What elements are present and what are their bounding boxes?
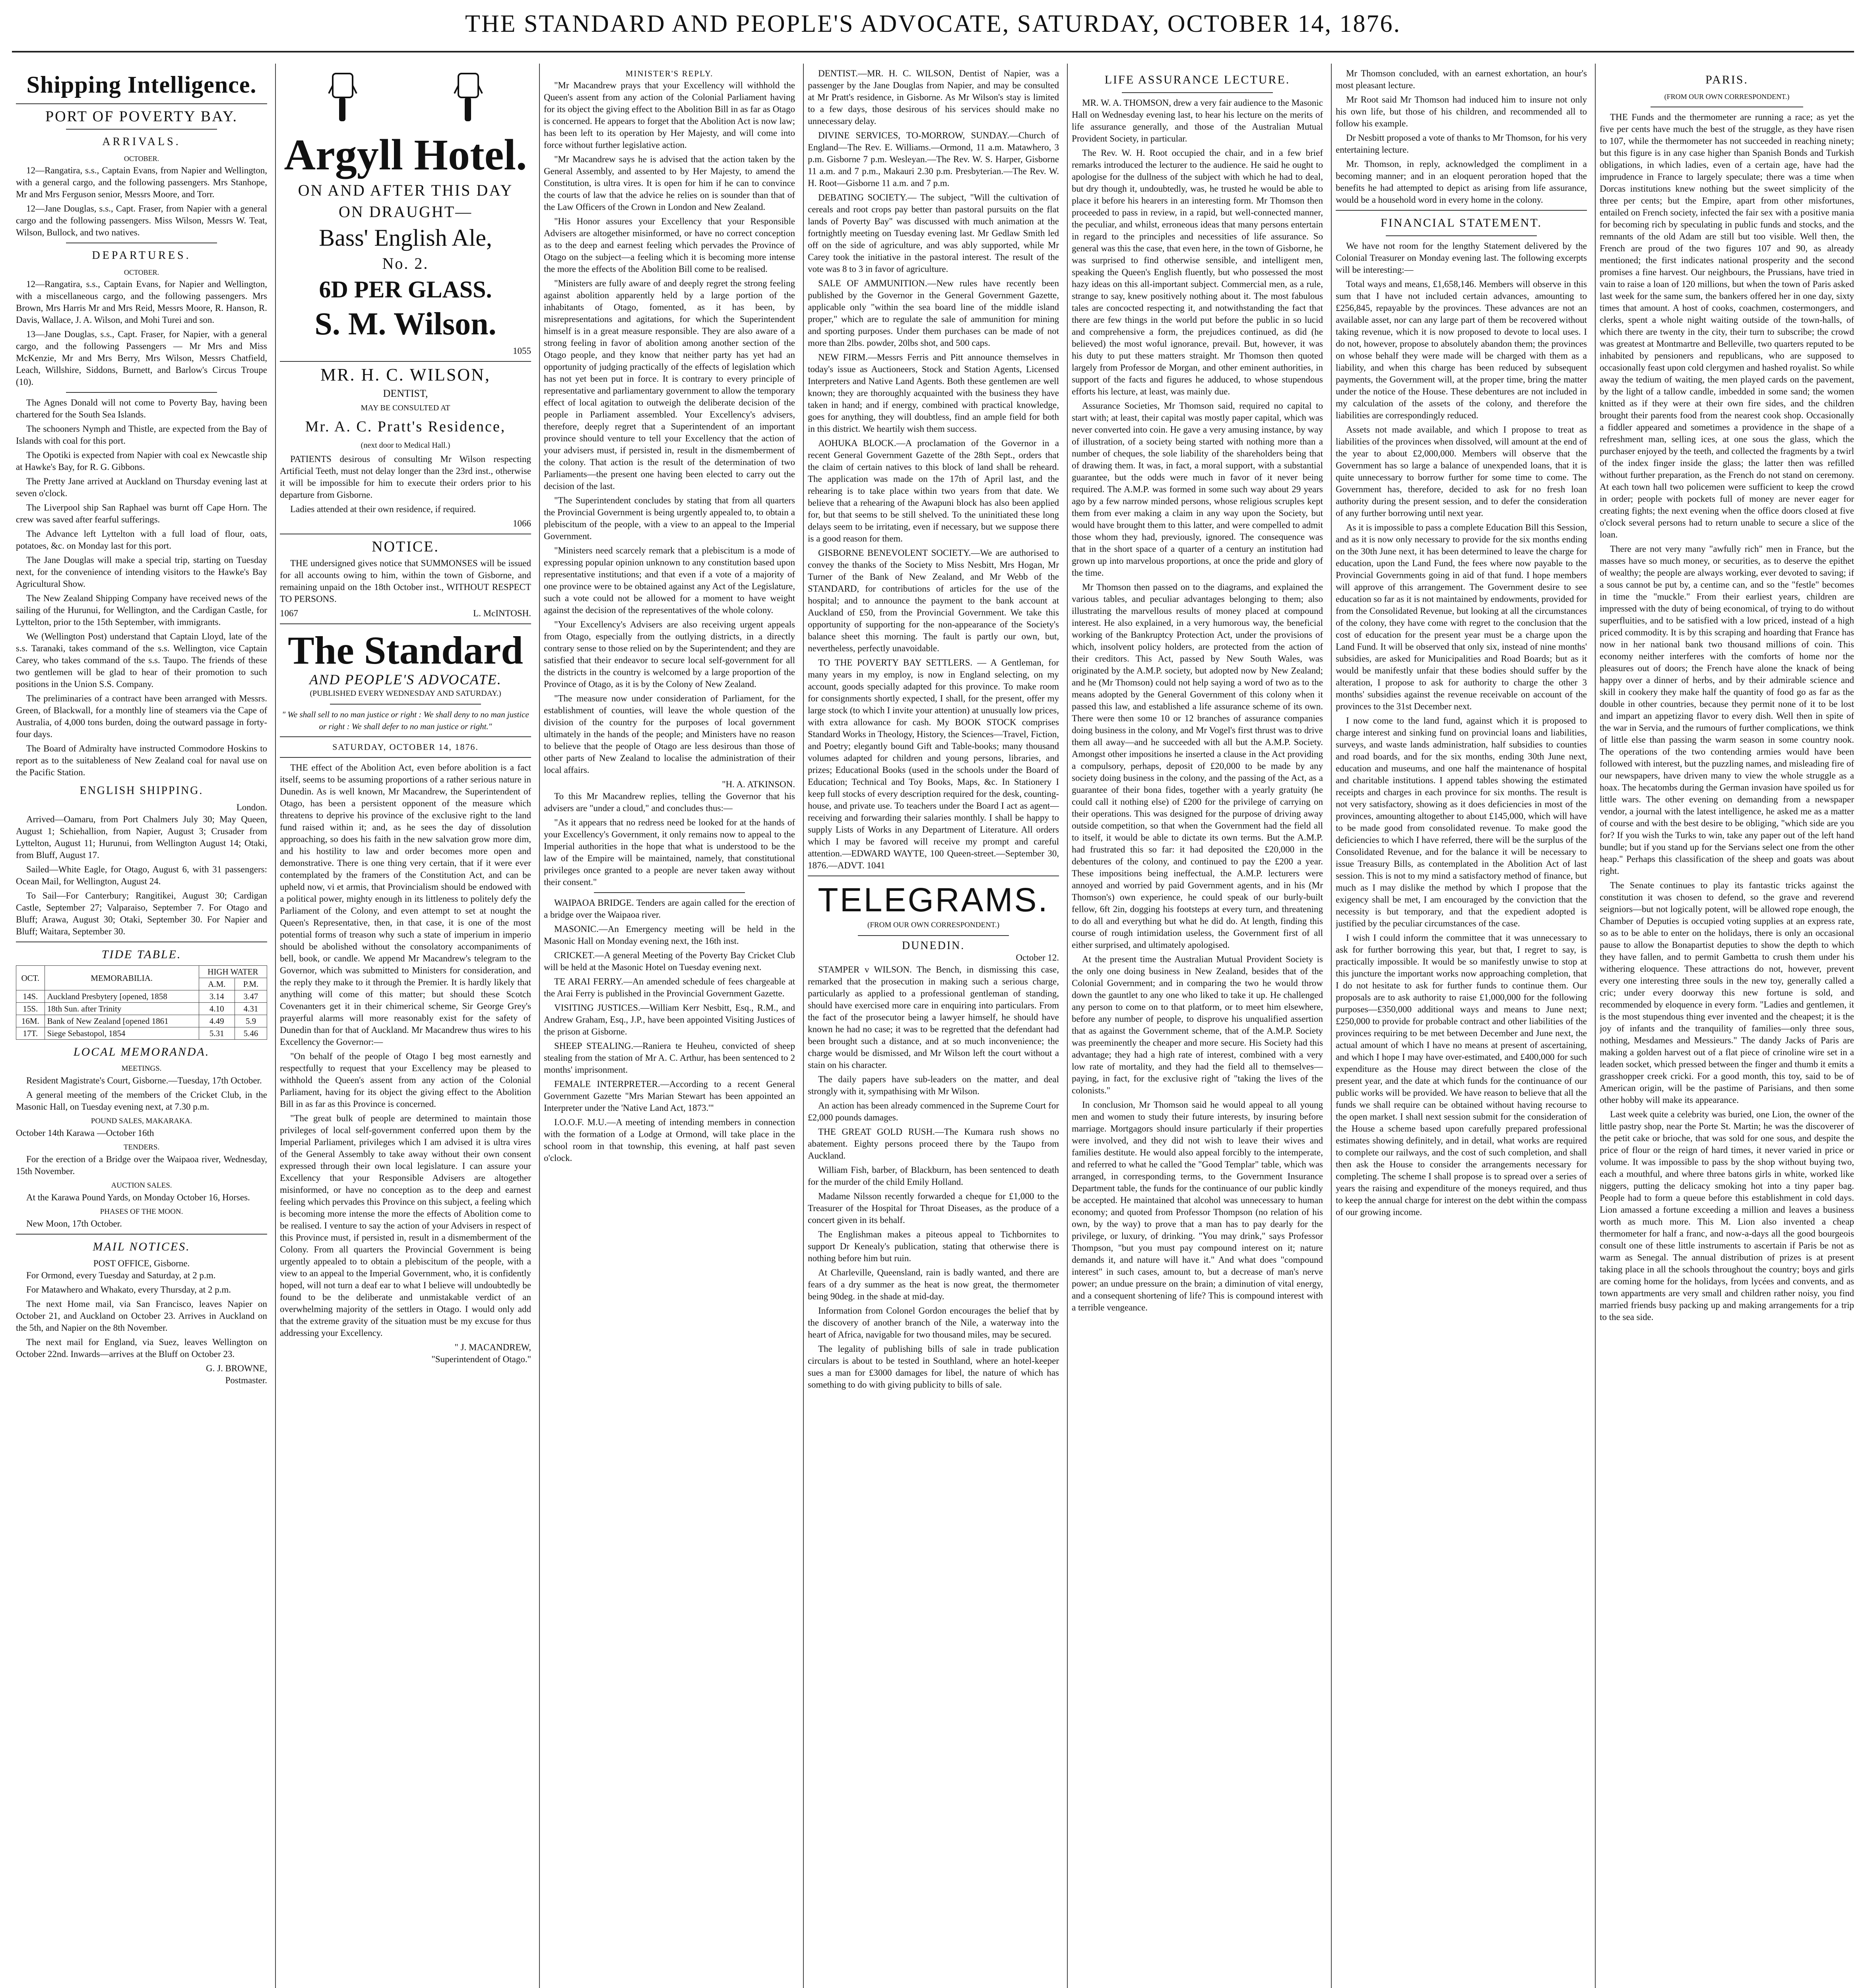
tide-table <box>16 965 267 1040</box>
local-news-item: DEBATING SOCIETY.— The subject, "Will the cultivation of cereals and root crops pay better than pastoral pursuits on the flat lands of Poverty Bay" was discussed with much animation at the fortnightly meeting on Tuesday evening last. Mr Gedlaw Smith led off on the side of agriculture, and was ably supported, while Mr Carey took the initiative in the pastoral interest. The result of the vote was 8 to 3 in favor of agriculture. <box>808 192 1059 274</box>
pointing-hand-icon <box>321 70 365 125</box>
article-paragraph: MR. W. A. THOMSON, drew a very fair audience to the Masonic Hall on Wednesday evening last, to hear his lecture on the merits of life assurance generally, and those of the Australian Mutual Provident Society, in particular. <box>1072 98 1323 144</box>
argyll-line: 6D PER GLASS. <box>319 276 492 303</box>
reply-heading: MINISTER'S REPLY. <box>625 69 714 78</box>
dentist-title: DENTIST, <box>383 388 428 399</box>
mail-item: The next Home mail, via San Francisco, leaves Napier on October 21, and Auckland on October 23. Arrives in Auckland on the 5th, and Napier on the 8th November. <box>16 1299 267 1333</box>
english-shipping-place: London. <box>236 802 267 812</box>
life-assurance-heading: LIFE ASSURANCE LECTURE. <box>1104 73 1290 86</box>
tide-cell: 15S. <box>16 1003 45 1015</box>
tide-col-header: A.M. <box>199 978 235 990</box>
telegram-place: DUNEDIN. <box>902 940 965 952</box>
rule <box>280 361 531 362</box>
macandrew-signature: " J. MACANDREW, <box>454 1342 531 1352</box>
arrivals-heading: ARRIVALS. <box>102 136 181 148</box>
english-shipping-item: Sailed—White Eagle, for Otago, August 6, with 31 passengers: Ocean Mail, for Wellington, August 24. <box>16 864 267 886</box>
rule <box>594 892 745 893</box>
auction-heading: AUCTION SALES. <box>111 1181 172 1190</box>
dentist-line: MAY BE CONSULTED AT <box>361 404 450 412</box>
telegram-item: Madame Nilsson recently forwarded a cheque for £1,000 to the Treasurer of the Hospital for Throat Diseases, as the produce of a concert given in its behalf. <box>808 1191 1059 1225</box>
tide-cell: 18th Sun. after Trinity <box>45 1003 199 1015</box>
meeting-item: A general meeting of the members of the Cricket Club, in the Masonic Hall, on Tuesday evening next, at 7.30 p.m. <box>16 1090 267 1112</box>
rule <box>66 129 217 130</box>
local-news-item: TO THE POVERTY BAY SETTLERS. — A Gentleman, for many years in my employ, is now in England selecting, on my account, goods specially adapted for this province. To make room for consignments shortly expected, I shall, for the present, offer my large stock (to which I invite your attention) at unusually low prices, with extra allowance for cash. My BOOK STOCK comprises Standard Works in Theology, History, the Sciences—Travel, Fiction, and Poetry; elegantly bound Gift and Table-books; many thousand volumes adapted for children and young persons, libraries, and prizes; Educational Books (used in the schools under the Board of Education; Technical and Toy Books, Maps, &c. In Stationery I keep full stocks of every description required for the desk, counting-house, and private use. To teachers under the Board I act as agent—receiving and forwarding their salaries monthly. I shall be happy to supply Lists of Works in any Department of Literature. All orders which I may be favored will receive my prompt and careful attention.—EDWARD WAYTE, 100 Queen-street.—September 30, 1876.—ADVT. 1041 <box>808 658 1059 870</box>
telegrams-heading: TELEGRAMS. <box>818 881 1049 918</box>
shipping-news: The Pretty Jane arrived at Auckland on Thursday evening last at seven o'clock. <box>16 476 267 498</box>
ad-number: 1066 <box>513 518 531 528</box>
column-life-assurance <box>1072 68 1323 1988</box>
telegram-item: THE GREAT GOLD RUSH.—The Kumara rush shows no abatement. Eighty persons proceed there by the Taupo from Auckland. <box>808 1127 1059 1161</box>
mail-item: For Ormond, every Tuesday and Saturday, at 2 p.m. <box>26 1270 216 1280</box>
article-paragraph: Last week quite a celebrity was buried, one Lion, the owner of the little pastry shop, near the Porte St. Martin; he was the discoverer of the petit cake or brioche, that was sold for one sous, and despite the price of flour or the reign of hard times, it never varied in price or volume. It was impossible to pass by the shop without buying two, each a mouthful, and where three batons girls in white, worked like niggers, putting the delicacy smoking hot into a tiny paper bag. People had to form a queue before this establishment in cold days. Lion amassed a fortune exceeding a million and leaves a business worth as much more. This M. Lion also invented a cheap thermometer for half a franc, and now-a-days all the good bourgeois consult one of these little instruments to ascertain if Paris be not as warm as Senegal. The annual distribution of prizes is at present taking place in all the schools throughout the country; boys and girls are coming home for the holidays, from lycées and convents, and as town appartments are very small and children rather noisy, you find married friends busy packing up and making arrangements for a trip to the sea side. <box>1600 1109 1854 1322</box>
tide-row <box>16 1015 267 1027</box>
local-news-item: FEMALE INTERPRETER.—According to a recent General Government Gazette "Mrs Marian Stewart has been appointed an Interpreter under the 'Native Land Act, 1873.'" <box>544 1079 795 1113</box>
postmaster-title: Postmaster. <box>225 1375 267 1385</box>
rule <box>280 736 531 737</box>
tide-row <box>16 1027 267 1040</box>
telegram-item: The legality of publishing bills of sale in trade publication circulars is about to be tested in Southland, where an hotel-keeper sues a man for £3000 damages for libel, the nature of which has something to do with giving publicity to bills of sale. <box>808 1344 1059 1390</box>
financial-paragraph: As it is impossible to pass a complete Education Bill this Session, and as it is now only necessary to provide for the six months ending on the 30th June next, it has been determined to leave the charge for education, upon the Land Fund, the fees where now payable to the Provincial Governments going in aid of that fund. I hope members will approve of this arrangement. The Government desire to see education so far as it is not maintained by endowments, provided for from the Consolidated Revenue, but looking at all the circumstances of the colony, they have come with regret to the conclusion that the cost of education for the present year must be a charge upon the Land Fund. It will be observed that only six, instead of nine months' subsidies, are asked for Municipalities and Road Boards; but as it would be manifestly unfair that these bodies should suffer by the alteration, I propose to ask for authority to charge the other 3 months' subsidies against the revenue receivable on account of the provinces to the 31st December next. <box>1336 522 1587 711</box>
column-local-telegrams <box>808 68 1059 1988</box>
dentist-name: MR. H. C. WILSON, <box>320 365 491 384</box>
departure-item: 13—Jane Douglas, s.s., Capt. Fraser, for Napier, with a general cargo, and the following Passengers — Mr Mrs and Miss McKenzie, Mr and Mrs Berry, Mrs Wilson, Messrs Chatfield, Leach, Willshire, Siddons, Burnett, and Barlow's Circus Troupe (10). <box>16 329 267 387</box>
local-memoranda-heading: LOCAL MEMORANDA. <box>73 1045 210 1058</box>
tide-cell: 14S. <box>16 990 45 1003</box>
meeting-item: Resident Magistrate's Court, Gisborne.—Tuesday, 17th October. <box>26 1076 262 1085</box>
rule <box>16 103 267 104</box>
mail-item: For Matawhero and Whakato, every Thursday, at 2 p.m. <box>26 1285 231 1295</box>
article-paragraph: At the present time the Australian Mutual Provident Society is the only one doing business in New Zealand, besides that of the Colonial Government; and in comparing the two he would throw down the gauntlet to any one who liked to take it up. He challenged any person to come on to that platform, or to meet him elsewhere, before any number of people, to disprove his unqualified assertion that as against the Government scheme, that of the A.M.P. Society was preeminently the cheaper and more secure. His Society had this advantage; they had a high rate of interest, combined with a very low rate of mortality, and they had the field all to themselves—paying, in fact, for the exclusive right of "taking the lives of the colonists." <box>1072 954 1323 1095</box>
standard-publication: (PUBLISHED EVERY WEDNESDAY AND SATURDAY.) <box>310 689 501 698</box>
financial-paragraph: I wish I could inform the committee that it was unnecessary to ask for further borrowing this year, but that, I regret to say, is practically impossible. It would be so manifestly unwise to stop at this juncture the important works now approaching completion, that I do not hesitate to ask for further funds to continue them. Our proposals are to ask authority to raise £1,000,000 for the following purposes—£350,000 additional ways and means to June next; £250,000 to provide for probable contract and other liabilities of the provinces requiring to be met between December and June next, the actual amount of which I have no means at present of ascertaining, and which I hope I may have over-estimated, and £400,000 for such expenditure as the House may direct between the close of the present year, and the date at which funds for the continuance of our public works will be provided. We have reason to believe that all the funds we shall require can be obtained without having recourse to the open market. I shall next session submit for the consideration of the House a scheme based upon carefully prepared professional estimates showing definitely, and in detail, what works are required to complete our railways, and the cost of such completion, and shall then ask the House to consider the arrangements necessary for completing. The scheme I shall propose is to spread over a series of years the raising and expenditure of the moneys required, and thus to keep the annual charge for interest on the debt within the compass of our growing income. <box>1336 933 1587 1217</box>
column-divider <box>1595 64 1596 1988</box>
financial-paragraph: Assets not made available, and which I propose to treat as liabilities of the provinces when dissolved, will amount at the end of the year to about £2,000,000. Members will observe that the Government has so large a balance of unexpended loans, that it is quite unnecessary to borrow further for some time to come. The Government has, therefore, decided to ask for no fresh loan authority during the present session, and to defer the consideration of any further borrowing until next year. <box>1336 425 1587 518</box>
local-news-item: VISITING JUSTICES.—William Kerr Nesbitt, Esq., R.M., and Andrew Graham, Esq., J.P., have been appointed Visiting Justices of the prison at Gisborne. <box>544 1003 795 1037</box>
shipping-news: The Board of Admiralty have instructed Commodore Hoskins to report as to the suitableness of New Zealand coal for naval use on the Pacific Station. <box>16 744 267 777</box>
port-heading: PORT OF POVERTY BAY. <box>45 108 238 125</box>
english-shipping-item: Arrived—Oamaru, from Port Chalmers July 30; May Queen, August 1; Schiehallion, from Napier, August 3; Crusader from Lyttelton, August 11; Hurunui, from Wellington August 14; Otaki, from Bluff, August 17. <box>16 814 267 860</box>
mail-item: POST OFFICE, Gisborne. <box>93 1258 190 1268</box>
tide-cell: 4.49 <box>199 1015 235 1027</box>
dentist-ladies: Ladies attended at their own residence, if required. <box>290 504 476 514</box>
telegram-item: An action has been already commenced in the Supreme Court for £2,000 pounds damages. <box>808 1101 1059 1122</box>
local-news-item: WAIPAOA BRIDGE. Tenders are again called for the erection of a bridge over the Waipaoa river. <box>544 898 795 920</box>
local-news-item: NEW FIRM.—Messrs Ferris and Pitt announce themselves in today's issue as Auctioneers, Stock and Station Agents, Licensed Interpreters and Native Land Agents. Both these gentlemen are well known; they are thoroughly acquainted with the business they have taken in hand; and if energy, combined with practical knowledge, goes for anything, they will doubtless, find an ample field for both in this district. We heartily wish them success. <box>808 352 1059 434</box>
pound-sales-text: October 14th Karawa —October 16th <box>16 1128 154 1138</box>
editorial-paragraph: "On behalf of the people of Otago I beg most earnestly and respectfully to request that your Excellency may be pleased to withhold the Queen's assent from any action of the Colonial Parliament, having for its object the giving effect to the Abolition Bill in as far as this Province is concerned. <box>280 1051 531 1109</box>
article-paragraph: The Senate continues to play its fantastic tricks against the constitution it was chosen to defend, so the grave and reverend seigniors—but not logically potent, will be allowed rope enough, the Chamber of Deputies is occupied voting supplies at an express rate, so as to be able to enter on the holidays, there is only an occasional pause to allow the Bonapartist deputies to show the depth to which they have fallen, and to permit Gambetta to crush them under his withering eloquence. These attractions do not, however, prevent every one interesting three souls in the new toy, generally called a cric; under every doorway this new fortune is sold, and recommended by eloquence in every form. "Ladies and gentlemen, it is the most stupendous thing ever invented and the cheapest; it is the joy of infants and the tranquility of families—only three sous, nothing, Mesdames and Messieurs." The dandy Jacks of Paris are making a golden harvest out of a flat piece of crinoline wire set in a leaden socket, which pressed between the finger and thumb it emits a grasshopper creek cricki. For a good month, this toy, said to be of American origin, will be the pastime of Parisians, and then some other hobby will make its appearance. <box>1600 880 1854 1105</box>
shipping-news: The Advance left Lyttelton with a full load of flour, oats, potatoes, &c. on Monday last for this port. <box>16 529 267 551</box>
english-shipping-item: To Sail—For Canterbury; Rangitikei, August 30; Cardigan Castle, September 27; Valparaiso, September 7. For Otago and Bluff; Arawa, August 30; Otaki, September 30. For Napier and Bluff; Waitara, September 30. <box>16 891 267 936</box>
shipping-news: We (Wellington Post) understand that Captain Lloyd, late of the s.s. Taranaki, takes command of the s.s. Wellington, vice Captain Carey, who takes command of the s.s. Taupo. The friends of these two gentlemen will be glad to hear of their promotion to such positions in the Union S.S. Company. <box>16 631 267 689</box>
financial-heading: FINANCIAL STATEMENT. <box>1381 216 1542 229</box>
column-ministers-reply <box>544 68 795 1988</box>
article-paragraph: Mr Thomson then passed on to the diagrams, and explained the various tables, and peculiar advantages belonging to them; also illustrating the marvellous results of money placed at compound interest. He also explained, in a very humorous way, the beneficial working of the Bankruptcy Protection Act, under the provisions of which, insolvent policy holders, are protected from the action of their creditors. This Act, passed by New South Wales, was originated by the A.M.P. society, but adopted now by New Zealand; and he (Mr Thomson) could not help saying a word of two as to the means adopted by the General Government of this colony when it passed this law, and established a life assurance scheme of its own. There were then some 10 or 12 branches of assurance companies doing business in the colony, and Mr Vogel's first thrust was to drive them all away—and he succeeded with all but the A.M.P. Society. Amongst other impositions he inserted a clause in the Act providing a compulsory, perhaps, deposit of £20,000 to be made by any society doing business in the colony, and the passing of the Act, as a guarantee of their bona fides, together with a yearly gratuity (he could call it nothing else) of £200 for the privilege of carrying on their operations. This was designed for the purpose of driving away outside competition, so that when the Government had the field all to itself, it would be able to dictate its own terms. But the A.M.P. had frustrated this so far: it had deposited the £20,000 in the debentures of the colony, and continued to pay the £200 a year. These impositions being ineffectual, the A.M.P. lecturers were annoyed and worried by paid Government agents, and in his (Mr Thomson's) own experience, he could speak of our burly-built fellow, 6ft 2in, dogging his footsteps at every turn, and threatening to do all and everything but what he did do. At length, finding this course of rough intimidation useless, the Government first of all either surprised, and ultimately apologised. <box>1072 582 1323 950</box>
notice-heading: NOTICE. <box>372 538 439 555</box>
local-news-item: DIVINE SERVICES, TO-MORROW, SUNDAY.—Church of England—The Rev. E. Williams.—Ormond, 11 a.m. Matawhero, 3 p.m. Gisborne 7 p.m. Wesleyan.—The Rev. W. S. Harper, Gisborne 11 a.m. and 7 p.m., Makauri 2.30 p.m. Presbyterian.—The Rev. W. H. Root—Gisborne 11 a.m. and 7 p.m. <box>808 130 1059 188</box>
rule <box>280 757 531 758</box>
atkinson-signature: "H. A. ATKINSON. <box>722 779 795 789</box>
pointing-hand-icon <box>446 70 490 125</box>
argyll-line: Bass' English Ale, <box>319 225 492 251</box>
macandrew-title: "Superintendent of Otago." <box>431 1354 531 1364</box>
arrivals-month: OCTOBER. <box>124 155 159 163</box>
tide-cell: 4.10 <box>199 1003 235 1015</box>
tide-cell: Siege Sebastopol, 1854 <box>45 1027 199 1040</box>
column-divider <box>1331 64 1332 1988</box>
local-news-item: MASONIC.—An Emergency meeting will be held in the Masonic Hall on Monday evening next, the 16th inst. <box>544 924 795 946</box>
ad-number: 1055 <box>513 346 531 356</box>
departure-item: 12—Rangatira, s.s., Captain Evans, for Napier and Wellington, with a miscellaneous cargo, and the following passengers. Mrs Brown, Mrs Harris Mr and Mrs Reid, Messrs Moore, R. Hanson, R. Davis, Wallace, J. A. Wilson, and Mohi Turei and son. <box>16 279 267 325</box>
tide-cell: 3.47 <box>235 990 267 1003</box>
paris-heading: PARIS. <box>1705 73 1748 86</box>
moon-phases-text: New Moon, 17th October. <box>26 1219 122 1229</box>
hand-logos <box>280 68 531 127</box>
telegram-date: October 12. <box>1016 953 1059 963</box>
local-news-item: CRICKET.—A general Meeting of the Poverty Bay Cricket Club will be held at the Masonic Hotel on Tuesday evening next. <box>544 950 795 972</box>
telegrams-subheading: (FROM OUR OWN CORRESPONDENT.) <box>867 921 1000 929</box>
local-news-item: SHEEP STEALING.—Raniera te Heuheu, convicted of sheep stealing from the station of Mr A. C. Arthur, has been sentenced to 2 months' imprisonment. <box>544 1041 795 1075</box>
telegram-item: The daily papers have sub-leaders on the matter, and deal strongly with it, sympathising with Mr Wilson. <box>808 1074 1059 1096</box>
shipping-news: The Jane Douglas will make a special trip, starting on Tuesday next, for the convenience of intending visitors to the Hawke's Bay Agricultural Show. <box>16 555 267 589</box>
column-ads-editorial <box>280 68 531 1988</box>
article-paragraph: There are not very many "awfully rich" men in France, but the masses have so much money, or securities, as to deserve the epithet of wealthy; the people are always working, ever devoted to saving; if a sous cannot be put by, a centime can, and so the "festle" becomes in time the "muckle." From their earliest years, children are impressed with the duty of being economical, of trying to do without superfluities, and to be satisfied with a low priced, instead of a high priced commodity. It is by this scraping and hoarding that France has now in her national bank two thousand millions of coin. This economy neither interferes with the comforts of home nor the pleasures out of doors; the French have alone the knack of being happy over a dinner of herbs, and by their admirable science and skill in cookery they make half the quantity of food go as far as the double in other countries, because they permit none of it to be lost and impart an appetizing flavor to every dish. Well then in spite of the war in Servia, and the rumours of further complications, we think of little else than passing the warm season in some country nook. The operations of the two contending armies would have been followed with interest, but the puzzling names, and misleading fire of our newspapers, have driven many to view the whole struggle as a hoax. The hecatombs during the German invasion have spoiled us for little wars. The other evening on demanding from a newspaper vendor, a journal with the latest intelligence, he asked me as a matter of course and with the best desire to be obliging, "which side are you for? If you wish the Turks to win, take any paper out of the left hand bundle; but if you stand up for the Servians select one from the other heap." Perhaps this classification of the sheep and goats was about right. <box>1600 544 1854 876</box>
tide-row <box>16 990 267 1003</box>
tenders-heading: TENDERS. <box>123 1143 160 1151</box>
tide-cell: 3.14 <box>199 990 235 1003</box>
article-paragraph: In conclusion, Mr Thomson said he would appeal to all young men and women to study their future interests, by insuring before marriage. Mortgagors should insure particularly if their properties were involved, and they did not wish to leave their wives and families destitute. He would also appeal forcibly to the intemperate, and referred to what he called the "Good Templar" table, which was arranged, in corresponding terms, to the Government Insurance Department table, the funds for the continuance of our public kindly be accepted. He maintained that alcohol was unnecessary to human economy; and quoted from Professor Thompson (no relation of his own, by the way) to prove that a man has to pay dearly for the privilege, or luxury, of drinking. "You may drink," says Professor Thompson, "but you must pay compound interest on it; nature demands it, and nature will have it." And what does "compound interest" in such cases, amount to, but a decrease of man's nerve power; an undue pressure on the brain; a diminution of vital energy, and a consequent shortening of life? This is compound interest with a terrible vengeance. <box>1072 1100 1323 1312</box>
local-news-item: AOHUKA BLOCK.—A proclamation of the Governor in a recent General Government Gazette of the 28th Sept., orders that the claim of certain natives to this block of land shall be reheard. The application was made on the 17th of April last, and the rehearing is to take place within two years from that date. We believe that a rehearing of the Awapuni block has also been applied for, but that seems to be still shelved. To the uninitiated these long delays seem to be irritating, even if necessary, but we suppose there is a good reason for them. <box>808 438 1059 544</box>
reply-paragraph: "Mr Macandrew prays that your Excellency will withhold the Queen's assent from any action of the Colonial Parliament having for its object the giving effect to the Abolition Bill in as far as Otago is concerned. He appears to forget that the Abolition Act is now law; has been left to its operation by Her Majesty, and will come into force without further legislative action. <box>544 80 795 150</box>
rule <box>858 935 1009 936</box>
financial-paragraph: Total ways and means, £1,658,146. Members will observe in this sum that I have not included certain advances, amounting to £256,845, repayable by the provinces. These advances are not an available asset, nor can any large part of them be recovered without taking revenue, which it is now proposed to devote to local uses. I do not, however, propose to absolutely abandon them; the provinces on whose behalf they were made will be charged with them as a liability, and when this charge has been reduced by subsequent payments, the Government will, at the proper time, bring the matter under the notice of the House. These debentures are not included in my calculation of the assets of the colony, and therefore the liabilities are correspondingly reduced. <box>1336 279 1587 420</box>
tide-row <box>16 1003 267 1015</box>
article-paragraph: The Rev. W. H. Root occupied the chair, and in a few brief remarks introduced the lecturer to the audience. He said he ought to apologise for the dullness of the subject with which he had to deal, but dry though it, undoubtedly, was, he trusted he would be able to place it before his hearers in an interesting form. Mr Thomson then proceeded to pass in review, in a rapid, but well-connected manner, the peculiar, and whilst, erroneous ideas that many persons entertain in regard to the principles and necessities of life assurance. So general was this the case, that even here, in the town of Gisborne, he was surprised to find otherwise sensible, and intelligent men, speaking the Queen's English fluently, but who possessed the most hazy ideas on this all-important subject. Commercial men, as a rule, strange to say, knew positively nothing about it. The most fabulous tales are concocted respecting it, and notwithstanding the fact that there are few things in the world put before the public in so lucid and comprehensive a form, the prejudices continued, as did (he believed) the most woful ignorance, prevail. But, however, it was his duty to put these matters straight. Mr Thomson then quoted largely from Professor de Morgan, and other eminent authorities, in support of the facts and figures he adduced, to whose stupendous efforts his lecture, at least, was mainly due. <box>1072 148 1323 396</box>
column-shipping <box>16 68 267 1988</box>
rule <box>280 623 531 624</box>
shipping-news: The schooners Nymph and Thistle, are expected from the Bay of Islands with coal for this port. <box>16 424 267 446</box>
telegram-item: William Fish, barber, of Blackburn, has been sentenced to death for the murder of the child Emily Holland. <box>808 1165 1059 1187</box>
tenders-text: For the erection of a Bridge over the Waipaoa river, Wednesday, 15th November. <box>16 1154 267 1176</box>
local-news-item: TE ARAI FERRY.—An amended schedule of fees chargeable at the Arai Ferry is published in the Provincial Government Gazette. <box>544 977 795 998</box>
tide-cell: 4.31 <box>235 1003 267 1015</box>
rule <box>1336 210 1587 211</box>
reply-paragraph: "The measure now under consideration of Parliament, for the establishment of counties, will leave the whole question of the division of the country for the purposes of local government ultimately in the hands of the people; and Ministers have no reason to believe that the people of Otago are less desirous than those of other parts of New Zealand to localise the administration of their local affairs. <box>544 693 795 775</box>
mail-item: The next mail for England, via Suez, leaves Wellington on October 22nd. Inwards—arrives at the Bluff on October 23. <box>16 1337 267 1359</box>
column-divider <box>539 64 540 1988</box>
telegram-item: The Englishman makes a piteous appeal to Tichbornites to support Dr Kenealy's publication, stating that otherwise there is nothing before him but ruin. <box>808 1229 1059 1263</box>
paris-subheading: (FROM OUR OWN CORRESPONDENT.) <box>1664 93 1790 101</box>
column-paris <box>1600 68 1854 1988</box>
arrival-item: 12—Jane Douglas, s.s., Capt. Fraser, from Napier with a general cargo and the following passengers. Miss Wilson, Messrs W. Teat, Wilson, Bullock, and two natives. <box>16 204 267 237</box>
tide-cell: 17T. <box>16 1027 45 1040</box>
shipping-title: Shipping Intelligence. <box>26 72 257 98</box>
article-paragraph: Dr Nesbitt proposed a vote of thanks to Mr Thomson, for his very entertaining lecture. <box>1336 133 1587 155</box>
argyll-line: No. 2. <box>382 254 429 272</box>
tide-cell: 16M. <box>16 1015 45 1027</box>
notice-body: THE undersigned gives notice that SUMMONSES will be issued for all accounts owing to him, within the town of Gisborne, and remaining unpaid on the 18th October inst., WITHOUT RESPECT TO PERSONS. <box>280 558 531 604</box>
rule <box>1386 235 1536 236</box>
rule <box>1122 92 1272 93</box>
meetings-heading: MEETINGS. <box>121 1064 162 1073</box>
dentist-line: (next door to Medical Hall.) <box>361 441 450 450</box>
departures-heading: DEPARTURES. <box>92 249 191 262</box>
reply-paragraph: "Mr Macandrew says he is advised that the action taken by the General Assembly, and assented to by Her Majesty, to amend the Constitution, is ultra vires. It is open for him if he can to convince the courts of law that the advice he relies on is sounder than that of the Law Officers of the Crown in London and New Zealand. <box>544 154 795 212</box>
tide-group-header: HIGH WATER <box>199 966 267 978</box>
local-news-item: DENTIST.—MR. H. C. WILSON, Dentist of Napier, was a passenger by the Jane Douglas from Napier, and may be consulted at Mr Pratt's residence, in Gisborne. As Mr Wilson's stay is limited to a few days, those desirous of his services should make no unnecessary delay. <box>808 68 1059 126</box>
article-paragraph: THE Funds and the thermometer are running a race; as yet the five per cents have much the best of the struggle, as they have risen to 107, while the thermometer has not succeeded in reaching ninety; but this figure is in any case higher than Spanish Bonds and Turkish obligations, in which ladies, even of a certain age, have had the imprudence in France to largely speculate; there was a time when Dorcas institutions knew nothing but the sweet simplicity of the three per cents; but the Empire, apart from other misfortunes, entailed on French society, infected the fair sex with a positive mania for becoming rich by speculating in public funds and stocks, and the remnants of the old Adam are still but too visible. Well then, the French are proud of the two figures 107 and 90, as already mentioned; the first indicates national prosperity and the second promises a fine harvest. Our neighbours, the Prussians, have tried in vain to raise a loan of 120 millions, but when the town of Paris asked last week for the same sum, the bankers offered her in one day, sixty times that amount. A host of cooks, coachmen, costermongers, and clerks, spent a whole night waiting outside of the town-halls, of which there are twenty in the city, their turn to subscribe; the crowd was greatest at Montmartre and Belleville, two quarters reputed to be inhabited by pensioners and republicans, who are supposed to occasionally feast upon cold clergymen and hashed royalist. So while away the tedium of waiting, the men played cards on the pavement, by the light of a tallow candle, imbedded in some sand; the women knitted as if they were at their own fire sides, and the children brought their parents food from the nearest cook shop. Occasionally a fiddler appeared and sometimes a providence in the shape of a refreshment man, selling ices, at one sous the glass, which the purchaser enjoyed by the teeth, and collected the fragments by a twirl of the index finger inside the glass; the latter then was refilled without further preparation, as the French do not stand on ceremony. At each town hall two policemen were sufficient to keep the crowd in order; people with pockets full of money are never eager for creating fights; the next evening when the office doors closed at five o'clock several persons had to return unable to secure a slice of the loan. <box>1600 112 1854 540</box>
tide-col-header: OCT. <box>16 966 45 990</box>
shipping-news: The Liverpool ship San Raphael was burnt off Cape Horn. The crew was saved after fearful sufferings. <box>16 503 267 524</box>
postmaster-name: G. J. BROWNE, <box>206 1363 267 1373</box>
reply-paragraph: "His Honor assures your Excellency that your Responsible Advisers are altogether misinformed, or have no correct conception as to the deep and earnest feeling which pervades the Province of Otago on the subject—a feeling which it is becoming more intense the more the effects of the Abolition Bill come to be realised. <box>544 216 795 274</box>
reply-paragraph: To this Mr Macandrew replies, telling the Governor that his advisers are "under a cloud," and concludes thus:— <box>544 791 795 813</box>
financial-paragraph: I now come to the land fund, against which it is proposed to charge interest and sinking fund on provincial loans and liabilities, surveys, and waste lands administration, half subsidies to counties and road boards, and for the six months, ending 30th June next, education and museums, and one half the maintenance of hospital and charitable institutions. I append tables showing the estimated receipts and charges in each province for six months. The result is not very satisfactory, showing as it does deficiencies in most of the provinces, amounting altogether to about £145,000, which will have to be made good from consolidated revenue. To make good the deficiencies to which I have referred, there will be the surplus of the Consolidated Revenue, and for the balance it will be necessary to issue Treasury Bills, as contemplated in the Abolition Act of last session. This is not to my mind a satisfactory method of finance, but much as I may dislike the method by which I propose that the exigency shall be met, I am encouraged by the conviction that the necessity is but temporary, and that the expedient adopted is justified by the peculiar circumstances of the case. <box>1336 716 1587 928</box>
mail-notices-heading: MAIL NOTICES. <box>93 1240 190 1253</box>
argyll-line: ON DRAUGHT— <box>338 203 473 221</box>
local-news-item: GISBORNE BENEVOLENT SOCIETY.—We are authorised to convey the thanks of the Society to Miss Nesbitt, Mrs Hogan, Mr Turner of the Bank of New Zealand, and Mr Webb of the STANDARD, for contributions of articles for the use of the hospital; and to announce the payment to the bank account at Auckland of £50, from the Provincial Government. We take this opportunity of supporting for the non-appearance of the Society's balance sheet this morning. The fault is partly our own, but, nevertheless, perfectly unavoidable. <box>808 548 1059 653</box>
column-financial <box>1336 68 1587 1988</box>
local-news-item: SALE OF AMMUNITION.—New rules have recently been published by the Governor in the General Government Gazette, applicable only "within the sea board line of the middle island proper," which are to regulate the sale of ammunition for mining and sporting purposes. Under them purchases can be made of not more than 2lbs. powder, 20lbs shot, and 500 caps. <box>808 278 1059 348</box>
dentist-body: PATIENTS desirous of consulting Mr Wilson respecting Artificial Teeth, must not delay longer than the 23rd inst., otherwise it will be impossible for him to execute their orders prior to his departure from Gisborne. <box>280 454 531 500</box>
ad-number: 1067 <box>280 608 298 618</box>
shipping-news: The New Zealand Shipping Company have received news of the sailing of the Hurunui, for Wellington, and the Cardigan Castle, for Lyttelton, prior to the 15th September, with immigrants. <box>16 593 267 627</box>
auction-text: At the Karawa Pound Yards, on Monday October 16, Horses. <box>26 1192 250 1202</box>
article-paragraph: Mr. Thomson, in reply, acknowledged the compliment in a becoming manner; and in an eloquent peroration hoped that the benefits he had attempted to depict as arising from life assurance, would be a household word in every home in the colony. <box>1336 159 1587 205</box>
telegram-item: At Charleville, Queensland, rain is badly wanted, and there are fears of a dry summer as the heat is now great, the thermometer being 90deg. in the shade at mid-day. <box>808 1268 1059 1301</box>
argyll-line: ON AND AFTER THIS DAY <box>298 181 513 199</box>
reply-paragraph: "Ministers need scarcely remark that a plebiscitum is a mode of expressing popular opinion unknown to any constitution based upon representative institutions; and that even if a vote of a majority of one province were to be obtained against any Act of the Legislature, such a vote could not be allowed for a moment to have weight against the decision of the representatives of the whole colony. <box>544 546 795 615</box>
tide-cell: Bank of New Zealand [opened 1861 <box>45 1015 199 1027</box>
editorial-paragraph: THE effect of the Abolition Act, even before abolition is a fact itself, seems to be assuming proportions of a rather serious nature in Dunedin. As is well known, Mr Macandrew, the Superintendent of Otago, has been a persistent opponent of the measure which threatens to deprive his province of the exclusive right to the land fund raised within it; and, as he sees the day of dissolution approaching, so does his faith in the new salvation grow more dim, and his hostility to law and order becomes more open and demonstrative. There is one thing very certain, that if it were ever contemplated by the framers of the Constitution Act, and can be upheld now, vi et armis, that Provincialism should be endowed with a political power, mighty enough in its littleness to politely defy the Parliament of the Colony, and even attempt to set at nought the Queen's Representative, then, in that case, it is one of the most potential forms of treason why such a state of imperium in imperio should be abolished without the consolatory accompaniments of bell, book, or candle. We append Mr Macandrew's telegram to the Governor, which was submitted to Ministers for consideration, and the reply they make to it through the Premier. It is hardly likely that anything will come of this matter; but should these Scotch Covenanters get it in their chimerical scheme, Sir George Grey's prayerful alarms will more reasonably exist for the safety of Dunedin than for that of Auckland. Mr Macandrew thus wires to his Excellency the Governor:— <box>280 763 531 1047</box>
standard-subtitle: AND PEOPLE'S ADVOCATE. <box>309 672 502 687</box>
standard-motto: " We shall sell to no man justice or right : We shall deny to no man justice or right : We shall defer to no man justice or right." <box>282 710 529 731</box>
article-paragraph: Mr Root said Mr Thomson had induced him to insure not only his own life, but those of his children, and recommended all to follow his example. <box>1336 95 1587 128</box>
tide-cell: Auckland Presbytery [opened, 1858 <box>45 990 199 1003</box>
tide-cell: 5.31 <box>199 1027 235 1040</box>
shipping-news: The Opotiki is expected from Napier with coal ex Newcastle ship at Hawke's Bay, for R. G. Gibbons. <box>16 450 267 472</box>
local-news-item: I.O.O.F. M.U.—A meeting of intending members in connection with the formation of a Lodge at Ormond, will take place in the school room in that township, this evening, at half past seven o'clock. <box>544 1117 795 1163</box>
reply-paragraph: "As it appears that no redress need be looked for at the hands of your Excellency's Government, it only remains now to appeal to the Imperial authorities in the hope that what is understood to be the law of the Empire will be maintained, namely, that constitutional privileges once granted to a people are never taken away without their consent." <box>544 817 795 887</box>
argyll-hotel-title: Argyll Hotel. <box>284 130 527 179</box>
reply-paragraph: "Ministers are fully aware of and deeply regret the strong feeling against abolition apparently held by a large portion of the inhabitants of Otago, fomented, as it has been, by misrepresentations and agitations, for which the Superintendent himself is in a great measure responsible. They are also aware of a strong feeling in favor of abolition among another section of the Otago people, and they know that neither party has yet had an opportunity of judging practically of the effects of legislation which has not yet been put in force. It is contrary to every principle of representative and parliamentary government to allow the temporary effect of local agitation to outweigh the deliberate decision of the people in Parliament assembled. Your Excellency's advisers, therefore, deeply regret that a Superintendent of an important province should venture to tell your Excellency that the action of your advisers must, if persisted in, result in the dismemberment of the colony. That action is the result of the determination of two Parliaments—the present one having been elected to carry out the decision of the last. <box>544 278 795 491</box>
notice-footer <box>280 608 531 619</box>
rule <box>66 392 217 393</box>
column-divider <box>1067 64 1068 1988</box>
shipping-news: The Agnes Donald will not come to Poverty Bay, having been chartered for the South Sea Islands. <box>16 398 267 419</box>
masthead: THE STANDARD AND PEOPLE'S ADVOCATE, SATURDAY, OCTOBER 14, 1876. <box>465 10 1401 37</box>
standard-masthead: The Standard <box>288 628 523 672</box>
editorial-paragraph: "The great bulk of people are determined to maintain those privileges of local self-government conferred upon them by the Imperial Parliament, privileges which I am advised it is ultra vires of the General Assembly to take away without their own consent expressed through their own local legislature. I can assure your Excellency that your Responsible Advisers are altogether misinformed, or have no conception as to the deep and earnest feeling which pervades this Province on this subject, a feeling which is becoming more intense the more the effects of Abolition come to be realised. I venture to say the action of your Advisers in respect of this Province must, if persisted in, result in a dismemberment of the Colony. From all quarters the Provincial Government is being urgently appealed to to obtain a plebiscitum of the people, with a view to an appeal to the Imperial Government, who, it is confidently hoped, will not turn a deaf ear to what I believe will undoubtedly be found to be the deliberate and unmistakable verdict of an overwhelming majority of the settlers in Otago. I would only add that the extreme gravity of the situation must be my excuse for thus addressing your Excellency. <box>280 1113 531 1338</box>
tide-col-header: P.M. <box>235 978 267 990</box>
english-shipping-heading: ENGLISH SHIPPING. <box>80 784 204 797</box>
tide-col-header: MEMORABILIA. <box>45 966 199 990</box>
moon-phases-heading: PHASES OF THE MOON. <box>100 1208 183 1216</box>
masthead-rule <box>12 51 1854 52</box>
financial-paragraph: We have not room for the lengthy Statement delivered by the Colonial Treasurer on Monday evening last. The following excerpts will be interesting:— <box>1336 241 1587 275</box>
dentist-line: Mr. A. C. Pratt's Residence, <box>305 418 506 435</box>
rule <box>16 1234 267 1235</box>
article-paragraph: Assurance Societies, Mr Thomson said, required no capital to start with; at least, their capital was mostly paper capital, which was never converted into coin. He gave a very amusing instance, by way of illustration, of a society being started with nothing more than a number of cheques, the sole liability of the shareholders being that of drawing them. It was, in fact, a moral support, with a substantial guarantee, but the odds were much in favor of it never being required. The A.M.P. was formed in some such way about 29 years ago by a few narrow minded persons, whose religious scruples kept them from ever making a claim in any way upon the Society, but would have brought them to this latter, and were compelled to admit those whom they had, previously, ignored. The consequence was that in the short space of a quarter of a century an institution had grown up into marvelous proportions, at once the pride and glory of the time. <box>1072 401 1323 578</box>
tide-cell: 5.9 <box>235 1015 267 1027</box>
telegram-item: STAMPER v WILSON. The Bench, in dismissing this case, remarked that the prosecution in making such a serious charge, particularly as applied to a professional gentleman of standing, should have exercised more care in enquiring into particulars. From the fact of the prosecutor being a lawyer himself, he should have known he had no case; it was to be regretted that the defendant had been brought such a distance, and at so much inconvenience; the charge would be dismissed, and Mr Wilson left the court without a stain on his character. <box>808 965 1059 1070</box>
reply-paragraph: "Your Excellency's Advisers are also receiving urgent appeals from Otago, especially from the outlying districts, in a directly contrary sense to those relied on by the Superintendent; and they are satisfied that their endeavor to secure local self-government for all the districts in the country is welcomed by a large proportion of the Province of Otago, as it is by the Colony of New Zealand. <box>544 619 795 689</box>
pound-sales-heading: POUND SALES, MAKARAKA. <box>91 1117 192 1125</box>
arrival-item: 12—Rangatira, s.s., Captain Evans, from Napier and Wellington, with a general cargo, and the following passengers. Mrs Stanhope, Mr and Mrs Ferguson senior, Messrs Moore, and Torr. <box>16 165 267 199</box>
shipping-news: The preliminaries of a contract have been arranged with Messrs. Green, of Blackwall, for a monthly line of steamers via the Cape of Australia, of 4,000 tons burden, doing the outward passage in forty-four days. <box>16 693 267 739</box>
departures-month: OCTOBER. <box>124 268 159 276</box>
notice-signature: L. McINTOSH. <box>473 608 531 618</box>
standard-date: SATURDAY, OCTOBER 14, 1876. <box>332 742 479 752</box>
argyll-proprietor: S. M. Wilson. <box>314 307 497 342</box>
column-divider <box>275 64 276 1988</box>
rule <box>330 704 481 705</box>
tide-table-heading: TIDE TABLE. <box>101 948 182 961</box>
reply-paragraph: "The Superintendent concludes by stating that from all quarters the Provincial Government is being urgently appealed to, to obtain a plebiscitum of the people, with a view to an appeal to the Imperial Government. <box>544 495 795 541</box>
telegram-item: Information from Colonel Gordon encourages the belief that by the discovery of another branch of the Nile, a waterway into the heart of Africa, navigable for two thousand miles, may be secured. <box>808 1306 1059 1340</box>
article-paragraph: Mr Thomson concluded, with an earnest exhortation, an hour's most pleasant lecture. <box>1336 68 1587 90</box>
tide-cell: 5.46 <box>235 1027 267 1040</box>
column-divider <box>803 64 804 1988</box>
